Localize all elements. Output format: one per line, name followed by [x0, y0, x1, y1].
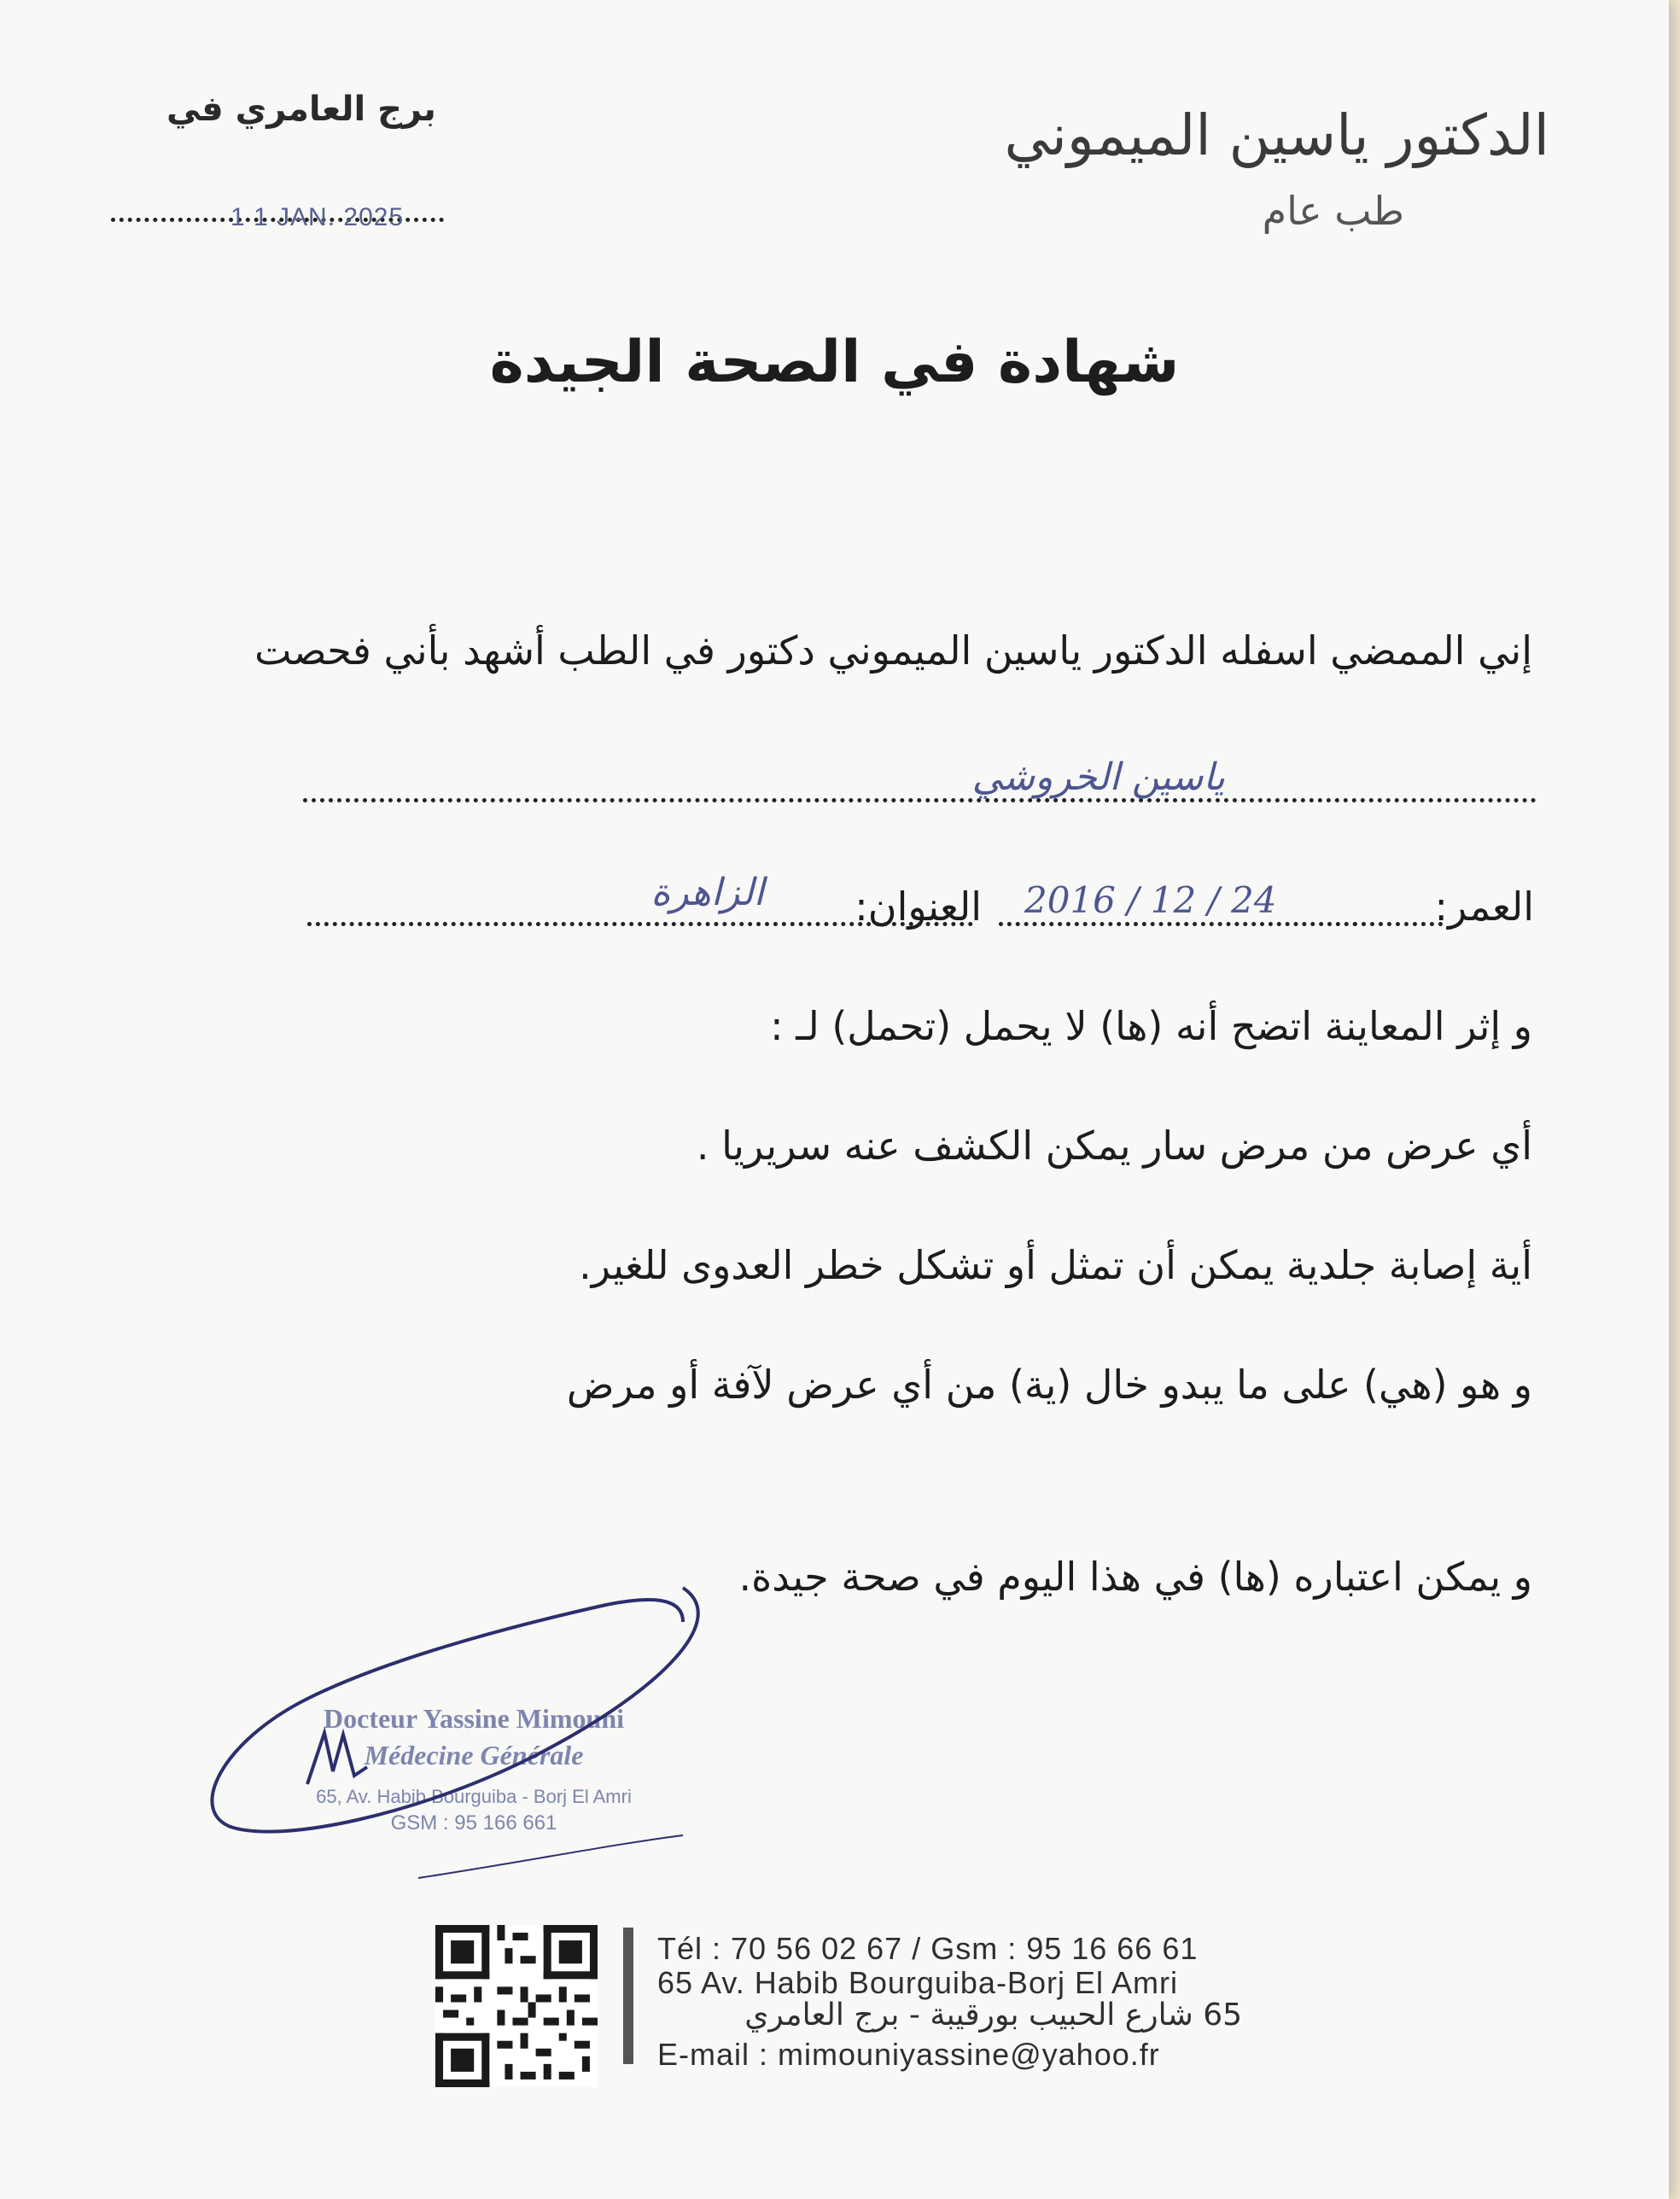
place-label: برج العامري في	[166, 90, 436, 129]
footer-phones: Tél : 70 56 02 67 / Gsm : 95 16 66 61	[657, 1931, 1199, 1966]
footer-address-ar: 65 شارع الحبيب بورقيبة - برج العامري	[744, 1998, 1242, 2033]
intro-line: إني الممضي اسفله الدكتور ياسين الميموني دكتور في الطب أشهد بأني فحصت	[254, 627, 1532, 674]
footer-email[interactable]: E-mail : mimouniyassine@yahoo.fr	[657, 2037, 1160, 2072]
patient-name-dotted-line	[303, 798, 1537, 802]
examination-line: و إثر المعاينة اتضح أنه (ها) لا يحمل (تحمل) لـ :	[770, 1003, 1532, 1049]
age-dots	[999, 922, 1357, 926]
stamp-title: Médecine Générale	[364, 1740, 584, 1770]
qr-code	[435, 1925, 598, 2087]
age-dots-right	[1353, 922, 1443, 926]
condition-line-1: أي عرض من مرض سار يمكن الكشف عنه سريريا .	[696, 1123, 1532, 1169]
footer-separator	[623, 1928, 633, 2064]
date-stamp: 1 1 JAN. 2025	[230, 203, 405, 231]
conclusion-line: و يمكن اعتباره (ها) في هذا اليوم في صحة جيدة.	[738, 1554, 1532, 1600]
signature	[205, 1571, 717, 1946]
stamp-doctor-name: Docteur Yassine Mimouni	[324, 1703, 624, 1734]
age-handwritten: 2016 / 12 / 24	[1024, 879, 1277, 921]
address-label: العنوان:	[855, 884, 982, 930]
condition-line-3: و هو (هي) على ما يبدو خال (ية) من أي عرض لآفة أو مرض	[566, 1362, 1532, 1408]
patient-name-handwritten: ياسين الخروشي	[971, 755, 1225, 799]
specialty: طب عام	[1262, 188, 1404, 234]
doctor-name: الدكتور ياسين الميموني	[1004, 102, 1549, 168]
stamp-address: 65, Av. Habib Bourguiba - Borj El Amri	[316, 1786, 632, 1807]
stamp-gsm: GSM : 95 166 661	[390, 1811, 557, 1834]
certificate-title: شهادة في الصحة الجيدة	[489, 329, 1180, 396]
address-dotted-line	[307, 922, 973, 926]
age-label: العمر:	[1434, 884, 1534, 930]
footer-address-fr: 65 Av. Habib Bourguiba-Borj El Amri	[657, 1965, 1178, 2000]
address-handwritten: الزاهرة	[650, 871, 764, 914]
condition-line-2: أية إصابة جلدية يمكن أن تمثل أو تشكل خطر العدوى للغير.	[579, 1242, 1532, 1288]
